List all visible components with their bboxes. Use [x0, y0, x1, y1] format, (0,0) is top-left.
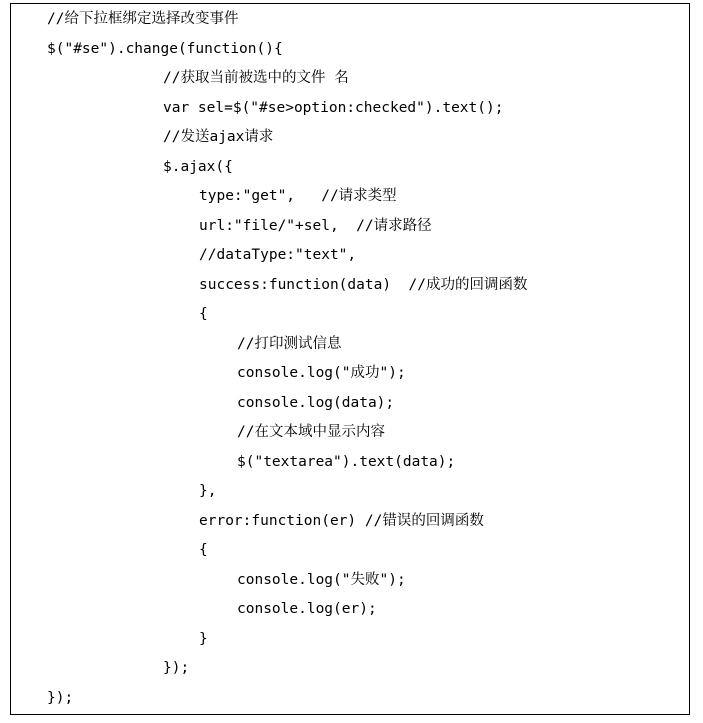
code-line: },	[199, 483, 217, 499]
code-line: console.log("成功");	[237, 365, 406, 381]
code-line: console.log(data);	[237, 395, 395, 411]
code-line: {	[199, 542, 208, 558]
code-line: type:"get", //请求类型	[199, 188, 397, 204]
code-line: {	[199, 306, 208, 322]
code-line: });	[47, 690, 74, 706]
code-block	[10, 3, 690, 715]
code-line: $("textarea").text(data);	[237, 454, 456, 470]
code-line: success:function(data) //成功的回调函数	[199, 277, 528, 293]
code-line: //发送ajax请求	[163, 129, 274, 145]
code-line: console.log("失败");	[237, 572, 406, 588]
code-line: console.log(er);	[237, 601, 377, 617]
code-line: });	[163, 660, 190, 676]
code-line: //在文本域中显示内容	[237, 424, 385, 440]
code-line: error:function(er) //错误的回调函数	[199, 513, 484, 529]
code-line: //获取当前被选中的文件 名	[163, 70, 349, 86]
code-line: //打印测试信息	[237, 336, 342, 352]
code-line: //给下拉框绑定选择改变事件	[47, 11, 239, 27]
code-line: }	[199, 631, 208, 647]
code-line: url:"file/"+sel, //请求路径	[199, 218, 432, 234]
code-line: //dataType:"text",	[199, 247, 357, 263]
code-line: $("#se").change(function(){	[47, 41, 283, 57]
code-line: $.ajax({	[163, 159, 233, 175]
code-line: var sel=$("#se>option:checked").text();	[163, 100, 504, 116]
